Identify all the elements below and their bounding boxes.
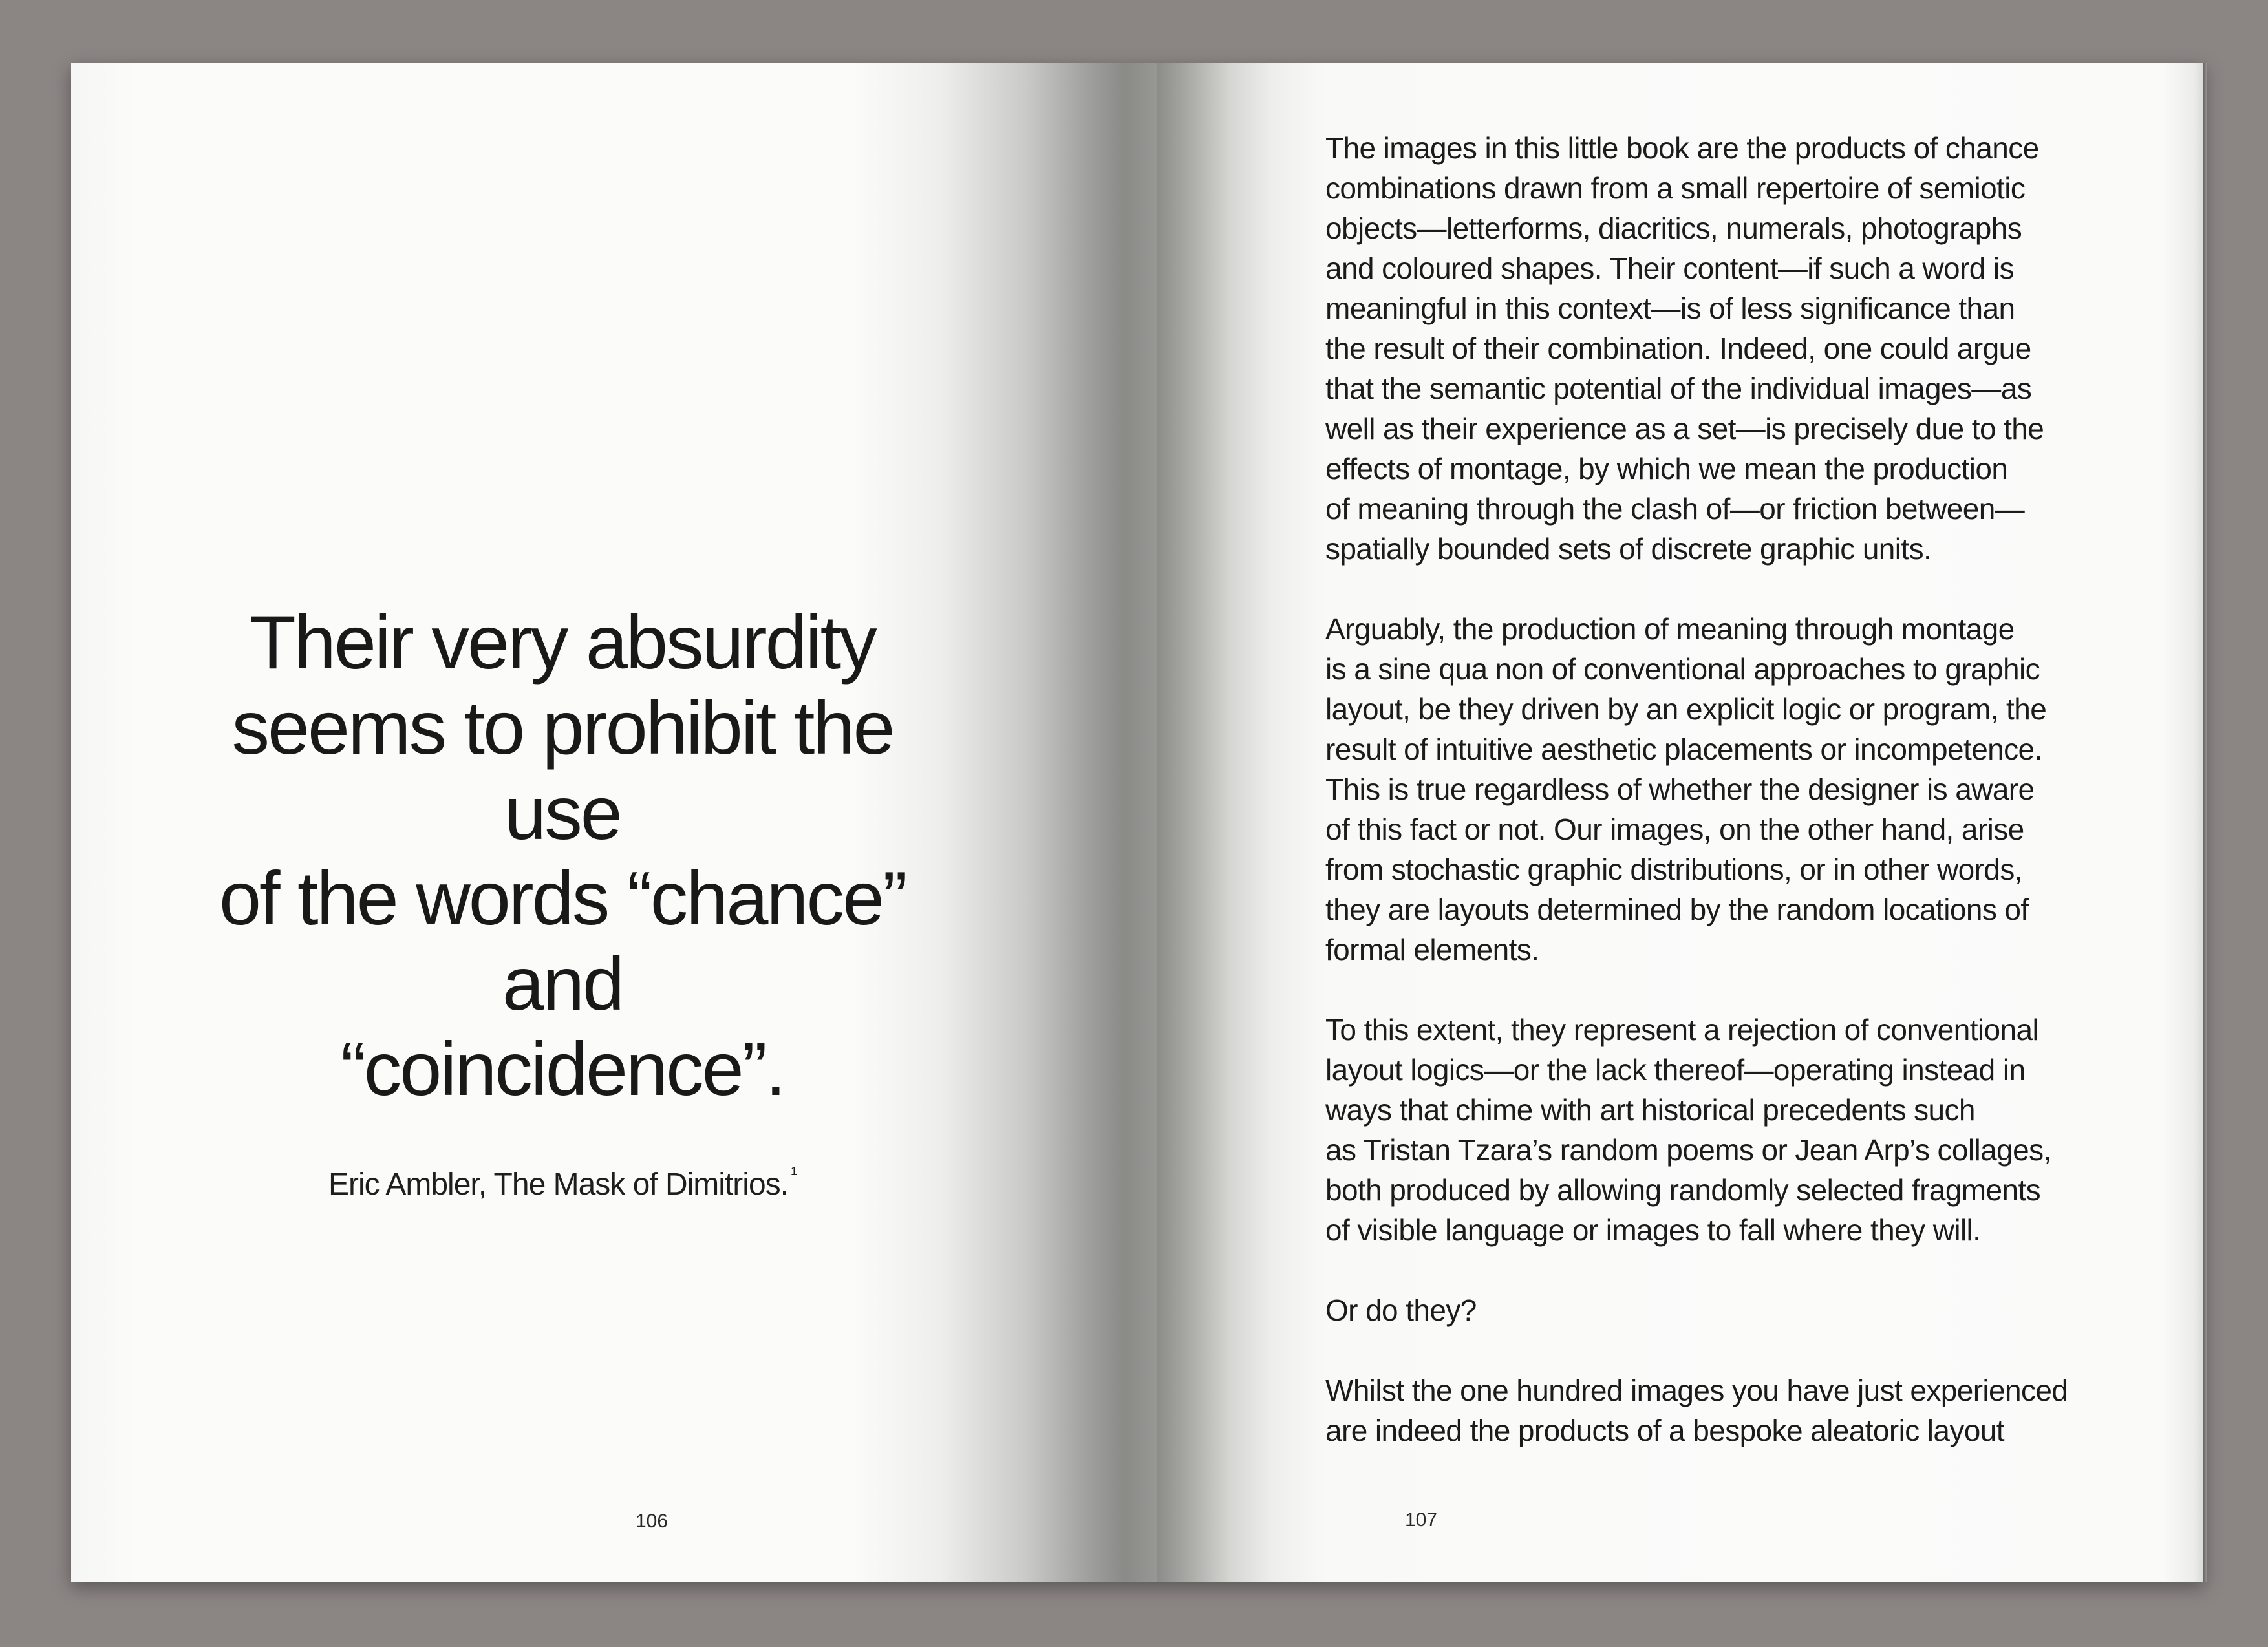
right-page [1157, 63, 2205, 1582]
paragraph-line: from stochastic graphic distributions, or in other words, [1325, 853, 2022, 886]
paragraph-line: spatially bounded sets of discrete graphic units. [1325, 532, 1932, 566]
paragraph-line: they are layouts determined by the random locations of [1325, 893, 2029, 926]
paragraph-line: layout logics—or the lack thereof—operating instead in [1325, 1053, 2026, 1087]
paragraph-line: well as their experience as a set—is precisely due to the [1325, 412, 2044, 445]
page-number-right: 107 [1404, 1509, 1438, 1531]
body-paragraph [1325, 609, 2166, 970]
paragraph-line: combinations drawn from a small repertoire of semiotic [1325, 171, 2026, 205]
page-edge [2203, 63, 2207, 1582]
quote-line: “coincidence”. [340, 1026, 785, 1111]
book-spread [71, 63, 2205, 1582]
quote-line: of the words “chance” and [219, 856, 906, 1026]
quote-line: Their very absurdity [250, 600, 875, 685]
footnote-marker: 1 [790, 1165, 797, 1178]
paragraph-line: This is true regardless of whether the designer is aware [1325, 772, 2035, 806]
paragraph-line: result of intuitive aesthetic placements or incompetence. [1325, 732, 2042, 766]
page-number-left: 106 [635, 1511, 669, 1532]
paragraph-line: the result of their combination. Indeed, one could argue [1325, 332, 2031, 365]
paragraph-line: of this fact or not. Our images, on the other hand, arise [1325, 813, 2024, 846]
body-paragraph [1325, 128, 2166, 569]
paragraph-line: Arguably, the production of meaning through montage [1325, 612, 2015, 646]
paragraph-line: formal elements. [1325, 933, 1539, 966]
body-text [1325, 128, 2166, 1491]
paragraph-line: To this extent, they represent a rejection of conventional [1325, 1013, 2039, 1047]
paragraph-line: meaningful in this context—is of less significance than [1325, 292, 2015, 325]
body-paragraph [1325, 1290, 2166, 1330]
body-paragraph [1325, 1370, 2166, 1450]
paragraph-line: The images in this little book are the products of chance [1325, 131, 2039, 165]
paragraph-line: as Tristan Tzara’s random poems or Jean Arp’s collages, [1325, 1133, 2051, 1167]
epigraph-attribution [200, 1152, 925, 1204]
epigraph-quote [200, 600, 925, 1112]
attribution-text: Eric Ambler, The Mask of Dimitrios. [328, 1167, 788, 1202]
paragraph-line: objects—letterforms, diacritics, numerals, photographs [1325, 211, 2022, 245]
paragraph-line: effects of montage, by which we mean the production [1325, 452, 2008, 485]
paragraph-line: layout, be they driven by an explicit logic or program, the [1325, 692, 2047, 726]
paragraph-line: is a sine qua non of conventional approaches to graphic [1325, 652, 2040, 686]
paragraph-line: both produced by allowing randomly selected fragments [1325, 1173, 2041, 1207]
paragraph-line: of meaning through the clash of—or friction between— [1325, 492, 2025, 526]
paragraph-line: are indeed the products of a bespoke aleatoric layout [1325, 1414, 2004, 1447]
left-page [71, 63, 1157, 1582]
epigraph [200, 600, 925, 1204]
quote-line: seems to prohibit the use [231, 685, 893, 855]
paragraph-line: and coloured shapes. Their content—if such a word is [1325, 251, 2014, 285]
paragraph-line: Whilst the one hundred images you have just experienced [1325, 1374, 2068, 1407]
paragraph-line: ways that chime with art historical precedents such [1325, 1093, 1975, 1127]
body-paragraph [1325, 1010, 2166, 1250]
paragraph-line: Or do they? [1325, 1293, 1477, 1327]
paragraph-line: that the semantic potential of the individual images—as [1325, 372, 2032, 405]
paragraph-line: of visible language or images to fall where they will. [1325, 1213, 1981, 1247]
